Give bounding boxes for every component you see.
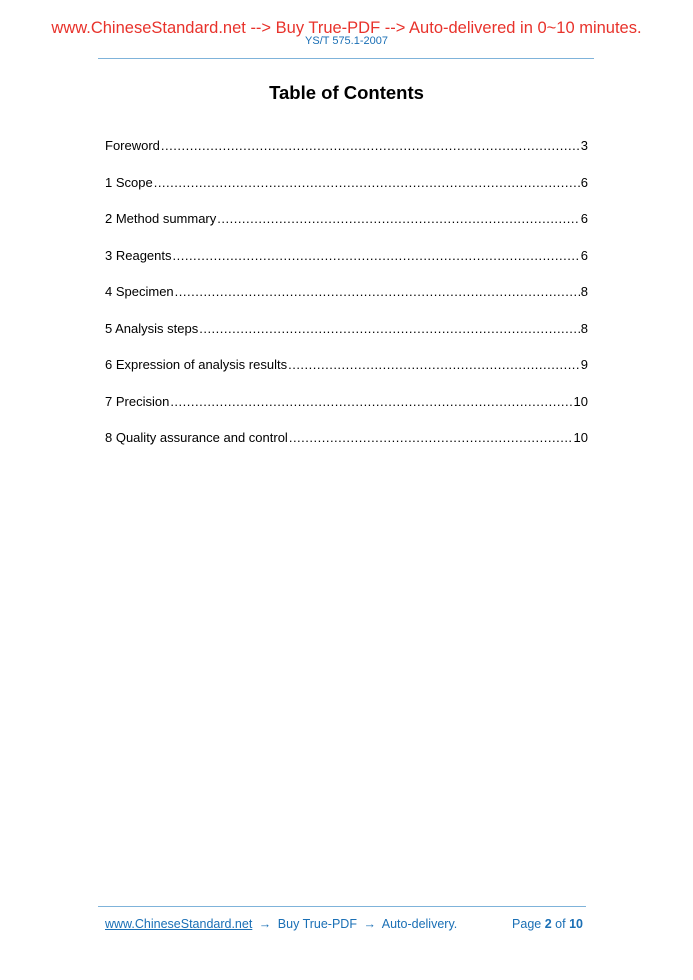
toc-dot-leader [161, 138, 580, 154]
buy-pdf-text: Buy True-PDF [277, 917, 357, 931]
toc-entry-expression-of-results[interactable] [105, 357, 588, 394]
toc-dot-leader [288, 357, 580, 373]
toc-entry-method-summary[interactable] [105, 211, 588, 248]
toc-entry-page: 10 [573, 393, 588, 409]
toc-dot-leader [199, 321, 580, 337]
toc-entry-label: 5 Analysis steps [105, 320, 199, 336]
toc-entry-label: 8 Quality assurance and control [105, 430, 288, 445]
toc-entry-label: 2 Method summary [105, 211, 217, 226]
promo-banner: www.ChineseStandard.net --> Buy True-PDF --> Auto-delivered in 0~10 minutes. [51, 19, 642, 37]
footer-left [105, 916, 457, 932]
document-code: YS/T 575.1-2007 [305, 35, 388, 47]
of-word: of [555, 917, 566, 931]
toc-entry-label: 7 Precision [105, 393, 170, 409]
toc-entry-page: 3 [580, 138, 588, 153]
toc-entry-label: 4 Specimen [105, 284, 174, 299]
toc-entry-page: 6 [580, 211, 588, 226]
toc-entry-quality-assurance[interactable] [105, 430, 588, 467]
toc-entry-foreword[interactable] [105, 138, 588, 175]
toc-entry-specimen[interactable] [105, 284, 588, 321]
delivery-text: Auto-delivery. [381, 917, 458, 931]
toc-entry-label: 1 Scope [105, 174, 153, 190]
toc-entry-reagents[interactable] [105, 248, 588, 285]
toc-entry-analysis-steps[interactable] [105, 321, 588, 358]
toc-entry-label: Foreword [105, 138, 160, 153]
website-link[interactable]: www.ChineseStandard.net [105, 917, 253, 931]
toc-title: Table of Contents [269, 82, 424, 103]
page-indicator [512, 916, 583, 932]
toc-dot-leader [289, 430, 573, 446]
arrow-right-icon: → [363, 917, 376, 931]
toc-entry-precision[interactable] [105, 394, 588, 431]
current-page-number: 2 [544, 917, 552, 931]
footer-divider [98, 906, 586, 907]
toc-entry-label: 3 Reagents [105, 247, 172, 263]
toc-entry-page: 6 [580, 174, 588, 190]
toc-entry-scope[interactable] [105, 175, 588, 212]
toc-entry-page: 10 [573, 430, 588, 445]
arrow-right-icon: → [258, 917, 272, 931]
total-pages-number: 10 [569, 917, 583, 931]
toc-entry-page: 8 [580, 320, 588, 336]
header-divider [98, 58, 594, 59]
toc-dot-leader [217, 211, 580, 227]
toc-entry-page: 6 [580, 247, 588, 263]
toc-dot-leader [175, 284, 580, 300]
page-footer [105, 916, 583, 932]
toc-dot-leader [170, 394, 572, 410]
toc-dot-leader [173, 248, 580, 264]
page-word: Page [512, 917, 542, 931]
toc-entry-page: 8 [580, 284, 588, 299]
toc-entry-label: 6 Expression of analysis results [105, 357, 288, 372]
toc-dot-leader [154, 175, 580, 191]
table-of-contents [105, 138, 588, 467]
toc-entry-page: 9 [580, 357, 588, 372]
